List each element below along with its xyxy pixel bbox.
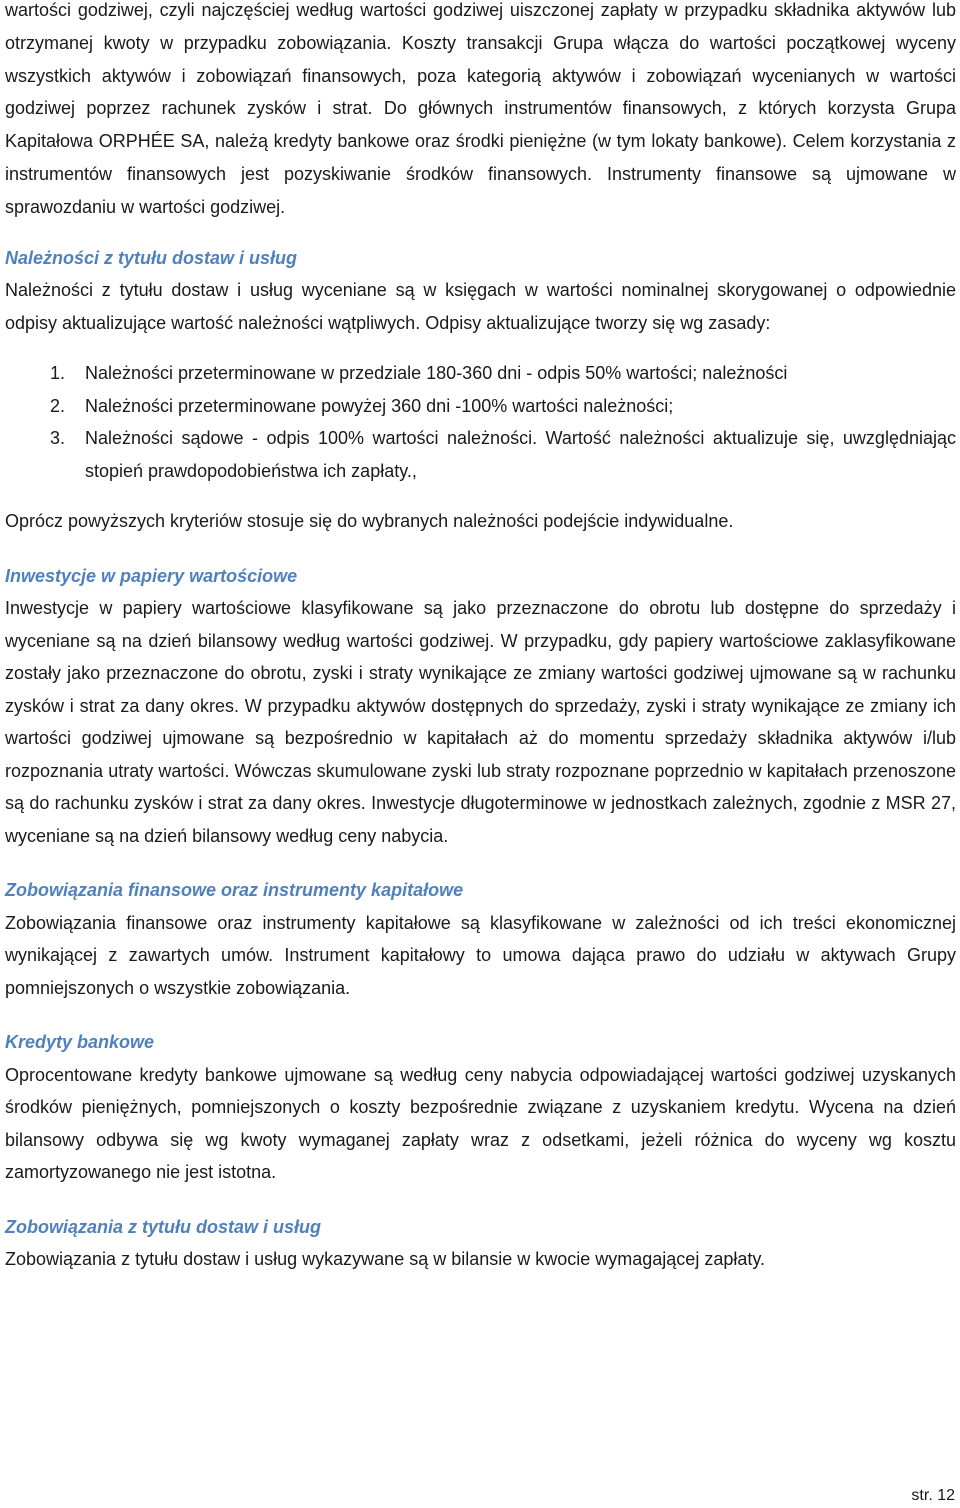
list-item-text: Należności sądowe - odpis 100% wartości należności. Wartość należności aktualizuje się, uwzględniając stopień prawdopodobieństwa ich zapłaty., — [85, 428, 956, 481]
list-item — [5, 390, 956, 423]
receivables-note: Oprócz powyższych kryteriów stosuje się do wybranych należności podejście indywidualne. — [5, 511, 734, 532]
section-liabilities — [5, 874, 956, 1004]
list-item-text: Należności przeterminowane w przedziale 180-360 dni - odpis 50% wartości; należności — [85, 363, 788, 384]
section-body-payables: Zobowiązania z tytułu dostaw i usług wykazywane są w bilansie w kwocie wymagającej zapłaty. — [5, 1249, 766, 1270]
list-item-text: Należności przeterminowane powyżej 360 dni -100% wartości należności; — [85, 395, 674, 416]
spacer — [5, 1189, 956, 1211]
section-body-loans: Oprocentowane kredyty bankowe ujmowane są według ceny nabycia odpowiadającej wartości godziwej uzyskanych środków pieniężnych, pomniejszonych o koszty bezpośrednie związane z uzyskaniem kredytu. Wycena na dzień bilansowy odbywa się wg kwoty wymaganej zapłaty wraz z odsetkami, jeżeli różnica do wyceny wg kosztu zamortyzowanego nie jest istotna. — [5, 1064, 956, 1183]
section-securities — [5, 560, 956, 853]
list-item — [5, 422, 956, 487]
section-heading-payables: Zobowiązania z tytułu dostaw i usług — [5, 1216, 322, 1237]
spacer — [5, 487, 956, 505]
spacer — [5, 538, 956, 560]
list-item-number: 1. — [50, 363, 66, 384]
section-heading-loans: Kredyty bankowe — [5, 1032, 155, 1053]
section-payables — [5, 1211, 956, 1276]
spacer — [5, 339, 956, 357]
section-body-liabilities: Zobowiązania finansowe oraz instrumenty kapitałowe są klasyfikowane w zależności od ich treści ekonomicznej wynikającej z zawartych umów. Instrument kapitałowy to umowa dająca prawo do udziału w aktywach Grupy pomniejszonych o wszystkie zobowiązania. — [5, 912, 956, 998]
section-heading-securities: Inwestycje w papiery wartościowe — [5, 565, 298, 586]
section-heading-liabilities: Zobowiązania finansowe oraz instrumenty kapitałowe — [5, 880, 464, 901]
list-item-number: 3. — [50, 428, 66, 449]
spacer — [5, 852, 956, 874]
section-loans — [5, 1026, 956, 1189]
section-body-securities: Inwestycje w papiery wartościowe klasyfikowane są jako przeznaczone do obrotu lub dostępne do sprzedaży i wyceniane są na dzień bilansowy według wartości godziwej. W przypadku, gdy papiery wartościowe zaklasyfikowane zostały jako przeznaczone do obrotu, zyski i straty wynikające ze zmiany wartości godziwej ujmowane są w rachunku zysków i strat za dany okres. W przypadku aktywów dostępnych do sprzedaży, zyski i straty wynikające ze zmiany ich wartości godziwej ujmowane są bezpośrednio w kapitałach aż do momentu sprzedaży składnika aktywów i/lub rozpoznania utraty wartości. Wówczas skumulowane zyski lub straty rozpoznane poprzednio w kapitałach przenoszone są do rachunku zysków i strat za dany okres. Inwestycje długoterminowe w jednostkach zależnych, zgodnie z MSR 27, wyceniane są na dzień bilansowy według ceny nabycia. — [5, 598, 956, 846]
spacer — [5, 224, 956, 242]
section-receivables — [5, 242, 956, 538]
page-number: str. 12 — [911, 1487, 955, 1504]
intro-paragraph: wartości godziwej, czyli najczęściej według wartości godziwej uiszczonej zapłaty w przypadku składnika aktywów lub otrzymanej kwoty w przypadku zobowiązania. Koszty transakcji Grupa włącza do wartości początkowej wyceny wszystkich aktywów i zobowiązań finansowych, poza kategorią aktywów i zobowiązań wycenianych w wartości godziwej poprzez rachunek zysków i strat. Do głównych instrumentów finansowych, z których korzysta Grupa Kapitałowa ORPHÉE SA, należą kredyty bankowe oraz środki pieniężne (w tym lokaty bankowe). Celem korzystania z instrumentów finansowych jest pozyskiwanie środków finansowych. Instrumenty finansowe są ujmowane w sprawozdaniu w wartości godziwej. — [5, 0, 956, 217]
section-body-receivables: Należności z tytułu dostaw i usług wyceniane są w księgach w wartości nominalnej skorygowanej o odpowiednie odpisy aktualizujące wartość należności wątpliwych. Odpisy aktualizujące tworzy się wg zasady: — [5, 280, 956, 333]
receivables-list — [5, 357, 956, 487]
section-heading-receivables: Należności z tytułu dostaw i usług — [5, 247, 298, 268]
list-item — [5, 357, 956, 390]
document-page — [5, 0, 956, 1276]
list-item-number: 2. — [50, 395, 66, 416]
spacer — [5, 1004, 956, 1026]
